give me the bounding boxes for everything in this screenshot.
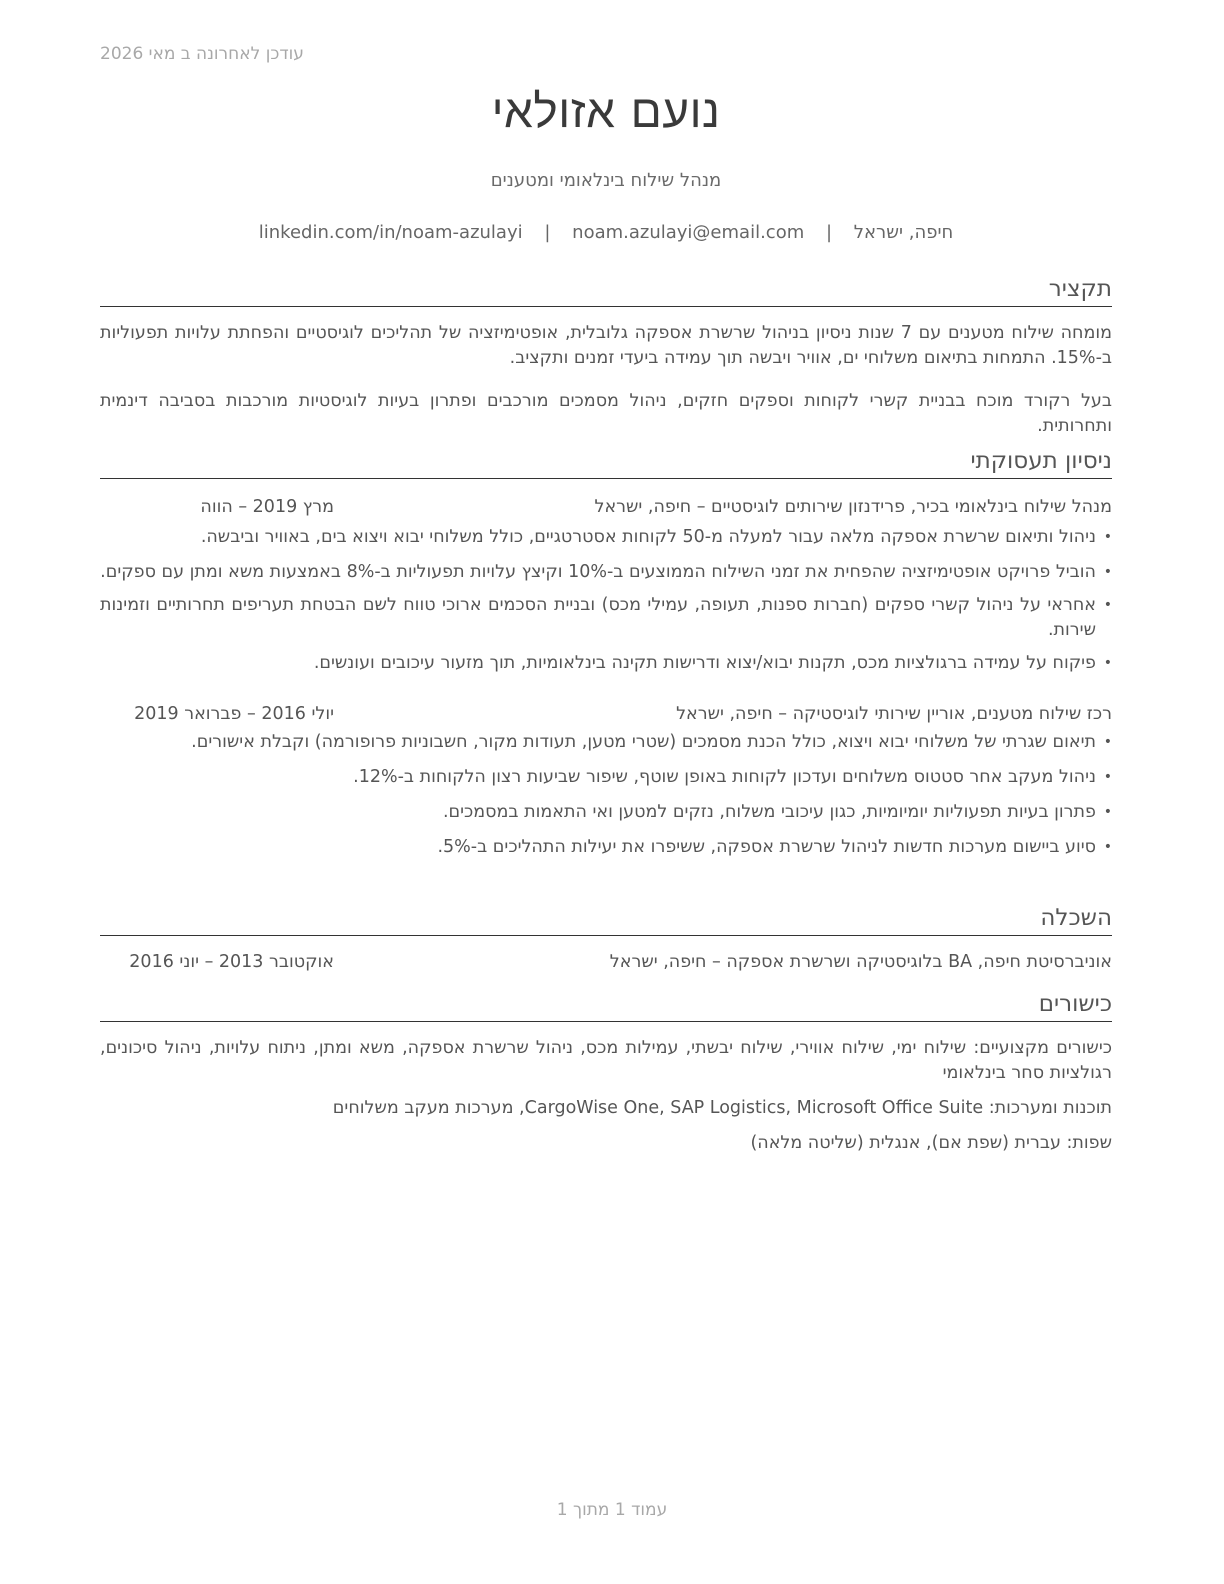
- contact-linkedin[interactable]: linkedin.com/in/noam-azulayi: [258, 222, 523, 243]
- skills-section: [100, 989, 1112, 1156]
- job-bullet: • ניהול ותיאום שרשרת אספקה מלאה עבור למעלה מ-50 לקוחות אסטרטגיים, כולל משלוחי יבוא ויצוא בים, באוויר וביבשה.: [100, 525, 1112, 550]
- section-title-skills: כישורים: [100, 989, 1112, 1022]
- skills-software-products: CargoWise One, SAP Logistics, Microsoft Office Suite: [524, 1098, 984, 1118]
- job-entry: [100, 700, 1112, 860]
- section-title-education: השכלה: [100, 903, 1112, 936]
- job-bullet: • ניהול מעקב אחר סטטוס משלוחים ועדכון לקוחות באופן שוטף, שיפור שביעות רצון הלקוחות ב-12%.: [100, 765, 1112, 790]
- contact-separator: |: [544, 222, 551, 243]
- experience-section: [100, 446, 1112, 860]
- summary-paragraph: בעל רקורד מוכח בבניית קשרי לקוחות וספקים חזקים, ניהול מסמכים מורכבים ופתרון בעיות לוגיסטיות מורכבות בסביבה דינמית ותחרותית.: [100, 390, 1112, 436]
- page-number: עמוד 1 מתוך 1: [556, 1500, 668, 1520]
- job-title: מנהל שילוח בינלאומי בכיר, פרידנזון שירותים לוגיסטיים – חיפה, ישראל: [594, 497, 1112, 517]
- job-dates: מרץ 2019 – הווה: [200, 497, 334, 517]
- job-bullet: • אחראי על ניהול קשרי ספקים (חברות ספנות, תעופה, עמילי מכס) ובניית הסכמים ארוכי טווח לשם הבטחת תעריפים תחרותיים וזמינות שירות.: [100, 593, 1112, 643]
- contact-separator: |: [825, 222, 833, 243]
- summary-section: [100, 274, 1112, 456]
- job-bullet: • פתרון בעיות תפעוליות יומיומיות, כגון עיכובי משלוח, נזקים למטען ואי התאמות במסמכים.: [100, 800, 1112, 825]
- job-bullets: [100, 525, 1112, 676]
- job-dates: יולי 2016 – פברואר 2019: [134, 704, 334, 724]
- skills-professional-value: שילוח ימי, שילוח אווירי, שילוח יבשתי, עמילות מכס, ניהול שרשרת אספקה, משא ומתן, ניתוח עלויות, ניהול סיכונים, רגולציות סחר בינלאומי: [100, 1038, 1112, 1083]
- section-title-experience: ניסיון תעסוקתי: [100, 446, 1112, 479]
- skills-languages: [100, 1131, 1112, 1156]
- job-bullet: • תיאום שגרתי של משלוחי יבוא ויצוא, כולל הכנת מסמכים (שטרי מטען, תעודות מקור, חשבוניות פרופורמה) וקבלת אישורים.: [100, 730, 1112, 755]
- contact-location: חיפה, ישראל: [853, 222, 954, 243]
- skills-languages-label: שפות:: [1066, 1133, 1112, 1153]
- last-updated-note: עודכן לאחרונה ב מאי 2026: [100, 44, 304, 64]
- skills-software: [100, 1096, 1112, 1121]
- job-bullet: • פיקוח על עמידה ברגולציות מכס, תקנות יבוא/יצוא ודרישות תקינה בינלאומיות, תוך מזעור עיכובים ועונשים.: [100, 651, 1112, 676]
- job-bullet: • הוביל פרויקט אופטימיזציה שהפחית את זמני השילוח הממוצעים ב-10% וקיצץ עלויות תפעוליות ב-8% באמצעות משא ומתן עם ספקים.: [100, 560, 1112, 585]
- skills-professional-label: כישורים מקצועיים:: [973, 1038, 1112, 1058]
- resume-page: [100, 0, 1112, 1584]
- education-title: אוניברסיטת חיפה, BA בלוגיסטיקה ושרשרת אספקה – חיפה, ישראל: [609, 952, 1112, 972]
- summary-paragraph: מומחה שילוח מטענים עם 7 שנות ניסיון בניהול שרשרת אספקה גלובלית, אופטימיזציה של תהליכים לוגיסטיים והפחתת עלויות תפעוליות ב-15%. התמחות בתיאום משלוחי ים, אוויר ויבשה תוך עמידה ביעדי זמנים ותקציב.: [100, 323, 1112, 368]
- job-header: [100, 700, 1112, 728]
- job-bullet: • סיוע ביישום מערכות חדשות לניהול שרשרת אספקה, ששיפרו את יעילות התהליכים ב-5%.: [100, 835, 1112, 860]
- contact-email[interactable]: noam.azulayi@email.com: [572, 222, 805, 243]
- skills-software-label: תוכנות ומערכות:: [988, 1098, 1112, 1118]
- job-bullets: [100, 730, 1112, 860]
- contact-line: [100, 222, 1112, 243]
- skills-professional: [100, 1036, 1112, 1086]
- education-entry: [100, 948, 1112, 976]
- candidate-name: נועם אזולאי: [491, 84, 721, 138]
- job-header: [100, 493, 1112, 521]
- candidate-role: מנהל שילוח בינלאומי ומטענים: [490, 170, 722, 191]
- job-title: רכז שילוח מטענים, אוריין שירותי לוגיסטיקה – חיפה, ישראל: [676, 704, 1112, 724]
- job-entry: [100, 493, 1112, 676]
- skills-languages-value: עברית (שפת אם), אנגלית (שליטה מלאה): [750, 1133, 1061, 1153]
- skills-software-rest: , מערכות מעקב משלוחים: [332, 1098, 525, 1118]
- section-title-summary: תקציר: [100, 274, 1112, 307]
- education-section: [100, 903, 1112, 976]
- education-dates: אוקטובר 2013 – יוני 2016: [129, 952, 334, 972]
